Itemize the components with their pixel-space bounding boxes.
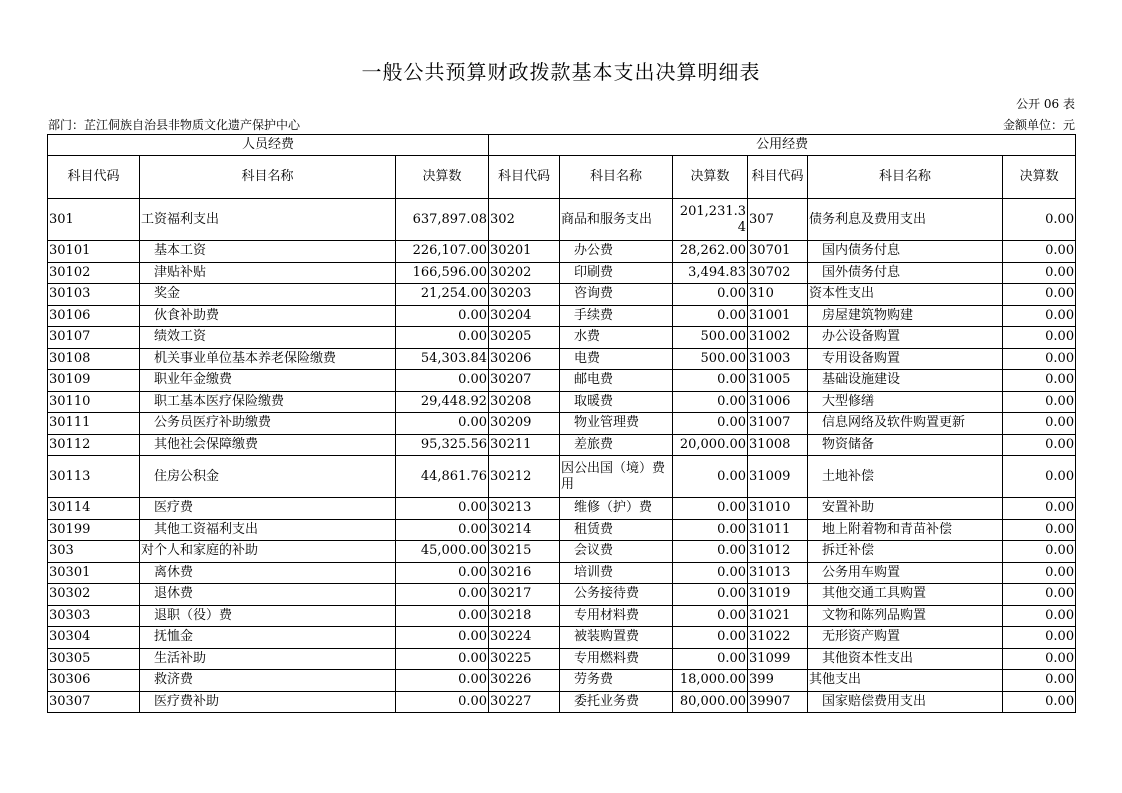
code-cell: 31010 xyxy=(748,498,808,520)
code-cell: 31011 xyxy=(748,519,808,541)
name-cell: 奖金 xyxy=(140,284,396,306)
name-cell: 国外债务付息 xyxy=(808,262,1003,284)
code-cell: 30213 xyxy=(489,498,560,520)
table-row xyxy=(48,413,1076,435)
table-row xyxy=(48,691,1076,713)
amount-cell: 0.00 xyxy=(673,648,748,670)
amount-cell: 0.00 xyxy=(673,498,748,520)
name-cell: 医疗费 xyxy=(140,498,396,520)
amount-unit-label: 金额单位：元 xyxy=(1002,118,1075,132)
name-cell: 办公设备购置 xyxy=(808,327,1003,349)
table-row xyxy=(48,241,1076,263)
form-code: 公开 06 表 xyxy=(1016,97,1075,111)
code-cell: 30107 xyxy=(48,327,140,349)
code-cell: 30203 xyxy=(489,284,560,306)
code-cell: 39907 xyxy=(748,691,808,713)
code-cell: 30212 xyxy=(489,456,560,498)
code-cell: 31006 xyxy=(748,391,808,413)
name-cell: 文物和陈列品购置 xyxy=(808,605,1003,627)
amount-cell: 0.00 xyxy=(1003,691,1076,713)
amount-cell: 0.00 xyxy=(396,305,489,327)
name-cell: 维修（护）费 xyxy=(560,498,673,520)
code-cell: 30208 xyxy=(489,391,560,413)
section-public: 公用经费 xyxy=(489,135,1076,156)
name-cell: 手续费 xyxy=(560,305,673,327)
name-cell: 咨询费 xyxy=(560,284,673,306)
code-cell: 30226 xyxy=(489,670,560,692)
code-cell: 30106 xyxy=(48,305,140,327)
amount-cell: 0.00 xyxy=(396,670,489,692)
name-cell: 劳务费 xyxy=(560,670,673,692)
name-cell: 拆迁补偿 xyxy=(808,541,1003,563)
code-cell: 30110 xyxy=(48,391,140,413)
table-row xyxy=(48,627,1076,649)
name-cell: 委托业务费 xyxy=(560,691,673,713)
code-cell: 30306 xyxy=(48,670,140,692)
amount-cell: 0.00 xyxy=(673,541,748,563)
code-cell: 30209 xyxy=(489,413,560,435)
name-cell: 会议费 xyxy=(560,541,673,563)
code-cell: 31007 xyxy=(748,413,808,435)
name-cell: 绩效工资 xyxy=(140,327,396,349)
name-cell: 医疗费补助 xyxy=(140,691,396,713)
amount-cell: 0.00 xyxy=(1003,584,1076,606)
table-row xyxy=(48,541,1076,563)
amount-cell: 0.00 xyxy=(1003,562,1076,584)
name-cell: 津贴补贴 xyxy=(140,262,396,284)
table-row xyxy=(48,584,1076,606)
amount-cell: 0.00 xyxy=(396,413,489,435)
name-cell: 公务用车购置 xyxy=(808,562,1003,584)
amount-cell: 0.00 xyxy=(1003,391,1076,413)
code-cell: 30217 xyxy=(489,584,560,606)
name-cell: 差旅费 xyxy=(560,434,673,456)
amount-cell: 0.00 xyxy=(673,391,748,413)
header-amount: 决算数 xyxy=(673,156,748,199)
name-cell: 信息网络及软件购置更新 xyxy=(808,413,1003,435)
amount-cell: 0.00 xyxy=(396,519,489,541)
name-cell: 公务员医疗补助缴费 xyxy=(140,413,396,435)
table-row xyxy=(48,370,1076,392)
amount-cell: 80,000.00 xyxy=(673,691,748,713)
table-row xyxy=(48,284,1076,306)
name-cell: 办公费 xyxy=(560,241,673,263)
name-cell: 大型修缮 xyxy=(808,391,1003,413)
code-cell: 399 xyxy=(748,670,808,692)
name-cell: 其他社会保障缴费 xyxy=(140,434,396,456)
amount-cell: 0.00 xyxy=(396,327,489,349)
table-row xyxy=(48,305,1076,327)
code-cell: 31021 xyxy=(748,605,808,627)
code-cell: 30227 xyxy=(489,691,560,713)
code-cell: 31009 xyxy=(748,456,808,498)
code-cell: 31013 xyxy=(748,562,808,584)
code-cell: 31022 xyxy=(748,627,808,649)
name-cell: 商品和服务支出 xyxy=(560,199,673,241)
name-cell: 印刷费 xyxy=(560,262,673,284)
table-row xyxy=(48,456,1076,498)
code-cell: 30102 xyxy=(48,262,140,284)
code-cell: 30702 xyxy=(748,262,808,284)
amount-cell: 0.00 xyxy=(1003,648,1076,670)
code-cell: 30111 xyxy=(48,413,140,435)
code-cell: 30204 xyxy=(489,305,560,327)
amount-cell: 166,596.00 xyxy=(396,262,489,284)
table-row xyxy=(48,519,1076,541)
name-cell: 生活补助 xyxy=(140,648,396,670)
name-cell: 公务接待费 xyxy=(560,584,673,606)
name-cell: 无形资产购置 xyxy=(808,627,1003,649)
section-personnel: 人员经费 xyxy=(48,135,489,156)
header-name: 科目名称 xyxy=(140,156,396,199)
code-cell: 30114 xyxy=(48,498,140,520)
page-title: 一般公共预算财政拨款基本支出决算明细表 xyxy=(361,60,761,84)
table-row xyxy=(48,670,1076,692)
table-row xyxy=(48,648,1076,670)
name-cell: 伙食补助费 xyxy=(140,305,396,327)
code-cell: 31002 xyxy=(748,327,808,349)
amount-cell: 0.00 xyxy=(673,370,748,392)
amount-cell: 44,861.76 xyxy=(396,456,489,498)
header-name: 科目名称 xyxy=(808,156,1003,199)
name-cell: 职业年金缴费 xyxy=(140,370,396,392)
name-cell: 租赁费 xyxy=(560,519,673,541)
name-cell: 基本工资 xyxy=(140,241,396,263)
amount-cell: 0.00 xyxy=(396,370,489,392)
name-cell: 住房公积金 xyxy=(140,456,396,498)
name-cell: 国家赔偿费用支出 xyxy=(808,691,1003,713)
header-code: 科目代码 xyxy=(489,156,560,199)
table-row xyxy=(48,348,1076,370)
amount-cell: 0.00 xyxy=(673,284,748,306)
name-cell: 物资储备 xyxy=(808,434,1003,456)
code-cell: 30201 xyxy=(489,241,560,263)
name-cell: 其他工资福利支出 xyxy=(140,519,396,541)
amount-cell: 45,000.00 xyxy=(396,541,489,563)
amount-cell: 0.00 xyxy=(1003,670,1076,692)
amount-cell: 0.00 xyxy=(1003,456,1076,498)
amount-cell: 201,231.34 xyxy=(673,199,748,241)
code-cell: 301 xyxy=(48,199,140,241)
code-cell: 30307 xyxy=(48,691,140,713)
name-cell: 职工基本医疗保险缴费 xyxy=(140,391,396,413)
code-cell: 30701 xyxy=(748,241,808,263)
name-cell: 救济费 xyxy=(140,670,396,692)
code-cell: 310 xyxy=(748,284,808,306)
name-cell: 其他交通工具购置 xyxy=(808,584,1003,606)
amount-cell: 0.00 xyxy=(1003,305,1076,327)
amount-cell: 0.00 xyxy=(1003,199,1076,241)
name-cell: 机关事业单位基本养老保险缴费 xyxy=(140,348,396,370)
name-cell: 退职（役）费 xyxy=(140,605,396,627)
amount-cell: 0.00 xyxy=(673,413,748,435)
name-cell: 其他支出 xyxy=(808,670,1003,692)
name-cell: 被装购置费 xyxy=(560,627,673,649)
amount-cell: 500.00 xyxy=(673,327,748,349)
amount-cell: 0.00 xyxy=(396,605,489,627)
code-cell: 303 xyxy=(48,541,140,563)
name-cell: 地上附着物和青苗补偿 xyxy=(808,519,1003,541)
amount-cell: 0.00 xyxy=(673,605,748,627)
code-cell: 30305 xyxy=(48,648,140,670)
name-cell: 水费 xyxy=(560,327,673,349)
code-cell: 30109 xyxy=(48,370,140,392)
amount-cell: 0.00 xyxy=(1003,327,1076,349)
code-cell: 30211 xyxy=(489,434,560,456)
header-code: 科目代码 xyxy=(48,156,140,199)
code-cell: 31008 xyxy=(748,434,808,456)
amount-cell: 0.00 xyxy=(1003,519,1076,541)
name-cell: 土地补偿 xyxy=(808,456,1003,498)
name-cell: 国内债务付息 xyxy=(808,241,1003,263)
table-row xyxy=(48,262,1076,284)
code-cell: 30108 xyxy=(48,348,140,370)
code-cell: 30206 xyxy=(489,348,560,370)
code-cell: 30303 xyxy=(48,605,140,627)
name-cell: 取暖费 xyxy=(560,391,673,413)
amount-cell: 0.00 xyxy=(673,456,748,498)
amount-cell: 0.00 xyxy=(1003,434,1076,456)
header-amount: 决算数 xyxy=(1003,156,1076,199)
table-row xyxy=(48,605,1076,627)
code-cell: 302 xyxy=(489,199,560,241)
amount-cell: 0.00 xyxy=(1003,605,1076,627)
table-body xyxy=(48,199,1076,713)
amount-cell: 28,262.00 xyxy=(673,241,748,263)
code-cell: 30302 xyxy=(48,584,140,606)
amount-cell: 500.00 xyxy=(673,348,748,370)
name-cell: 因公出国（境）费用 xyxy=(560,456,673,498)
name-cell: 资本性支出 xyxy=(808,284,1003,306)
amount-cell: 0.00 xyxy=(396,648,489,670)
table-row xyxy=(48,434,1076,456)
amount-cell: 20,000.00 xyxy=(673,434,748,456)
amount-cell: 0.00 xyxy=(1003,627,1076,649)
name-cell: 安置补助 xyxy=(808,498,1003,520)
name-cell: 离休费 xyxy=(140,562,396,584)
name-cell: 对个人和家庭的补助 xyxy=(140,541,396,563)
code-cell: 30215 xyxy=(489,541,560,563)
name-cell: 抚恤金 xyxy=(140,627,396,649)
name-cell: 退休费 xyxy=(140,584,396,606)
amount-cell: 0.00 xyxy=(1003,370,1076,392)
amount-cell: 0.00 xyxy=(673,627,748,649)
table-row xyxy=(48,498,1076,520)
amount-cell: 3,494.83 xyxy=(673,262,748,284)
header-name: 科目名称 xyxy=(560,156,673,199)
code-cell: 30207 xyxy=(489,370,560,392)
amount-cell: 226,107.00 xyxy=(396,241,489,263)
code-cell: 30214 xyxy=(489,519,560,541)
name-cell: 专用燃料费 xyxy=(560,648,673,670)
code-cell: 30205 xyxy=(489,327,560,349)
header-code: 科目代码 xyxy=(748,156,808,199)
name-cell: 培训费 xyxy=(560,562,673,584)
code-cell: 30202 xyxy=(489,262,560,284)
amount-cell: 0.00 xyxy=(673,584,748,606)
expenditure-table xyxy=(47,134,1076,713)
code-cell: 30101 xyxy=(48,241,140,263)
table-row xyxy=(48,562,1076,584)
code-cell: 31005 xyxy=(748,370,808,392)
name-cell: 债务利息及费用支出 xyxy=(808,199,1003,241)
code-cell: 31012 xyxy=(748,541,808,563)
code-cell: 30199 xyxy=(48,519,140,541)
amount-cell: 29,448.92 xyxy=(396,391,489,413)
amount-cell: 0.00 xyxy=(1003,284,1076,306)
amount-cell: 0.00 xyxy=(1003,498,1076,520)
header-amount: 决算数 xyxy=(396,156,489,199)
code-cell: 30103 xyxy=(48,284,140,306)
code-cell: 30304 xyxy=(48,627,140,649)
amount-cell: 0.00 xyxy=(1003,541,1076,563)
amount-cell: 0.00 xyxy=(1003,241,1076,263)
code-cell: 30218 xyxy=(489,605,560,627)
amount-cell: 0.00 xyxy=(673,562,748,584)
code-cell: 30224 xyxy=(489,627,560,649)
department-label: 部门：芷江侗族自治县非物质文化遗产保护中心 xyxy=(48,118,301,132)
name-cell: 其他资本性支出 xyxy=(808,648,1003,670)
amount-cell: 0.00 xyxy=(396,627,489,649)
amount-cell: 95,325.56 xyxy=(396,434,489,456)
amount-cell: 0.00 xyxy=(396,691,489,713)
amount-cell: 0.00 xyxy=(396,584,489,606)
amount-cell: 637,897.08 xyxy=(396,199,489,241)
code-cell: 31019 xyxy=(748,584,808,606)
code-cell: 30112 xyxy=(48,434,140,456)
code-cell: 307 xyxy=(748,199,808,241)
code-cell: 31003 xyxy=(748,348,808,370)
amount-cell: 18,000.00 xyxy=(673,670,748,692)
code-cell: 30113 xyxy=(48,456,140,498)
name-cell: 邮电费 xyxy=(560,370,673,392)
name-cell: 专用设备购置 xyxy=(808,348,1003,370)
amount-cell: 21,254.00 xyxy=(396,284,489,306)
code-cell: 31099 xyxy=(748,648,808,670)
amount-cell: 0.00 xyxy=(1003,348,1076,370)
table-row xyxy=(48,327,1076,349)
amount-cell: 0.00 xyxy=(673,519,748,541)
table-row xyxy=(48,199,1076,241)
name-cell: 基础设施建设 xyxy=(808,370,1003,392)
amount-cell: 0.00 xyxy=(396,498,489,520)
code-cell: 30301 xyxy=(48,562,140,584)
name-cell: 物业管理费 xyxy=(560,413,673,435)
amount-cell: 0.00 xyxy=(1003,413,1076,435)
name-cell: 专用材料费 xyxy=(560,605,673,627)
name-cell: 房屋建筑物购建 xyxy=(808,305,1003,327)
amount-cell: 0.00 xyxy=(1003,262,1076,284)
amount-cell: 54,303.84 xyxy=(396,348,489,370)
name-cell: 电费 xyxy=(560,348,673,370)
amount-cell: 0.00 xyxy=(396,562,489,584)
code-cell: 30216 xyxy=(489,562,560,584)
table-row xyxy=(48,391,1076,413)
name-cell: 工资福利支出 xyxy=(140,199,396,241)
code-cell: 30225 xyxy=(489,648,560,670)
code-cell: 31001 xyxy=(748,305,808,327)
amount-cell: 0.00 xyxy=(673,305,748,327)
